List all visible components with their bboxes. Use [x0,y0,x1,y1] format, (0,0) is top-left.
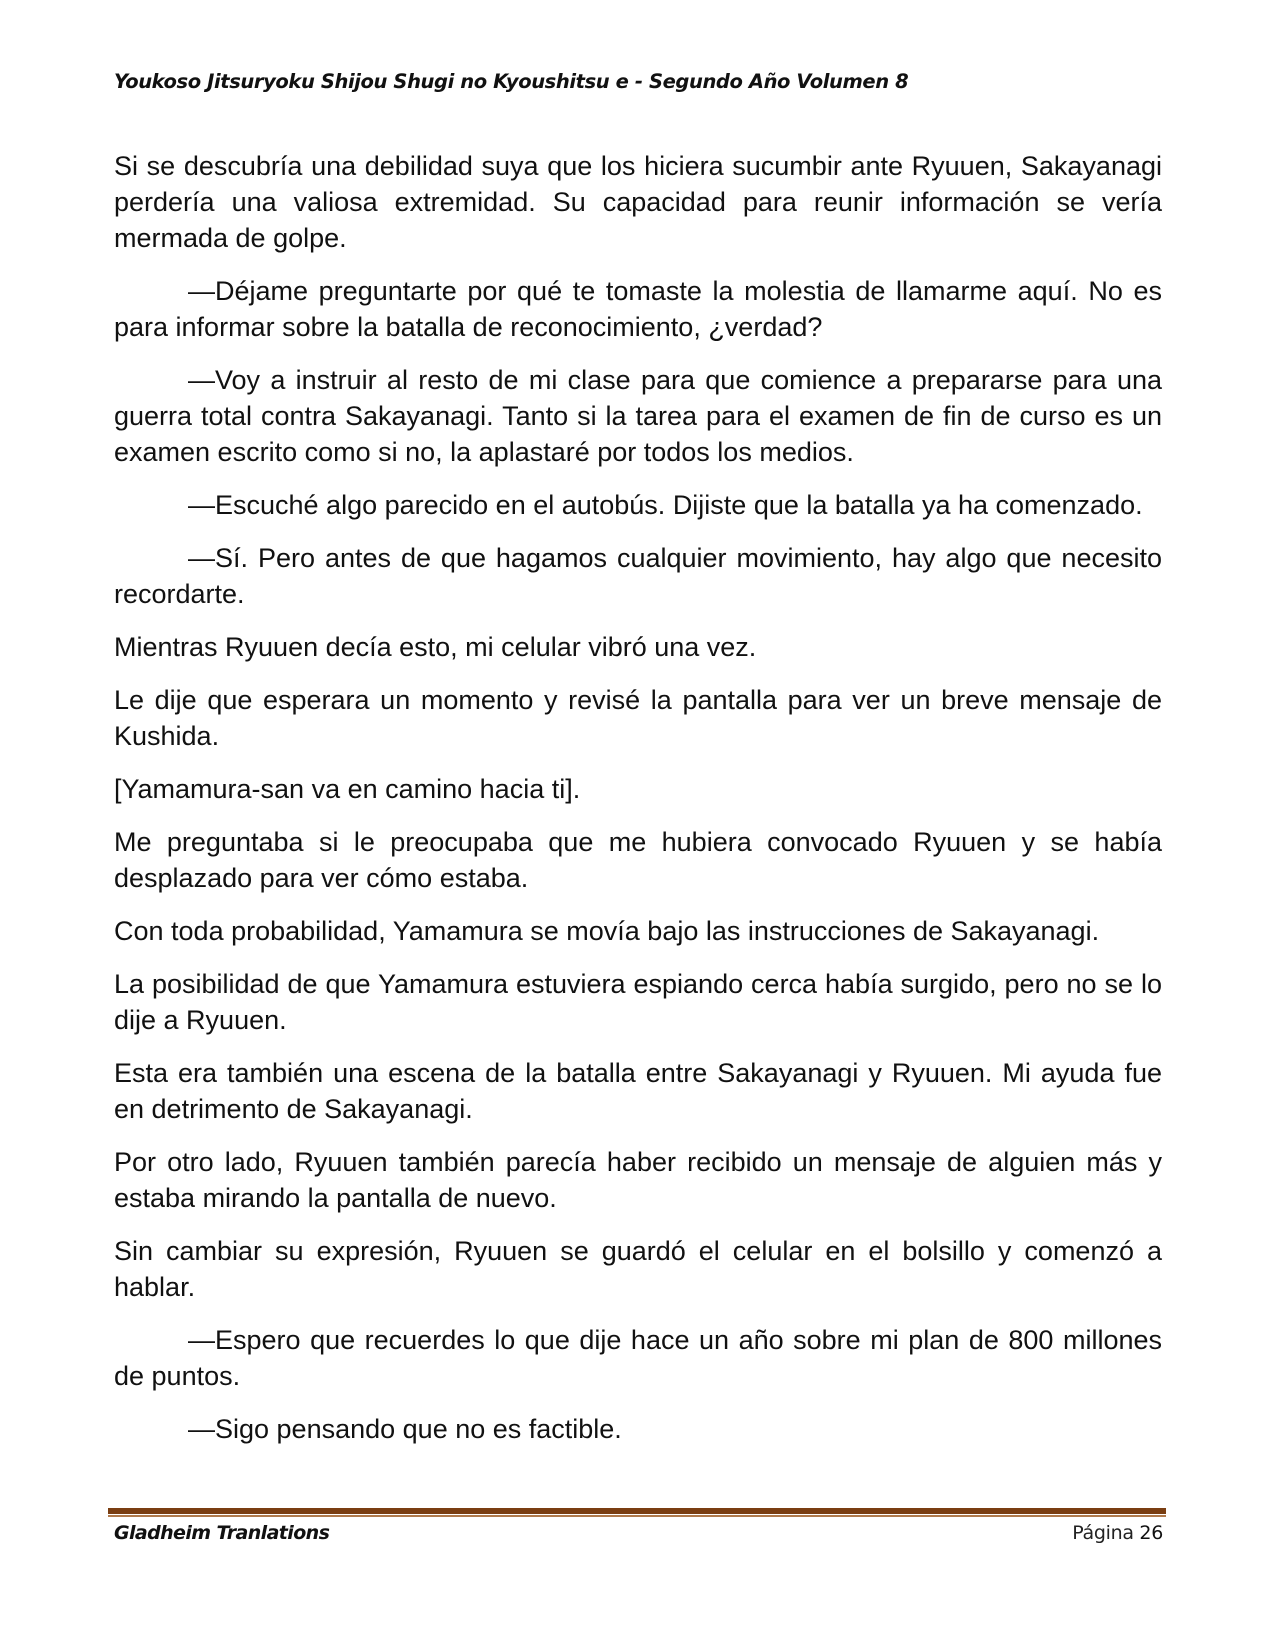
footer-divider-thin [108,1515,1166,1517]
paragraph: Esta era también una escena de la batalla entre Sakayanagi y Ryuuen. Mi ayuda fue en detrimento de Sakayanagi. [114,1058,1162,1124]
page-number-label [1072,1522,1163,1544]
paragraph: Le dije que esperara un momento y revisé la pantalla para ver un breve mensaje de Kushida. [114,685,1162,751]
dialog-paragraph: —Voy a instruir al resto de mi clase para que comience a prepararse para una guerra total contra Sakayanagi. Tanto si la tarea para el examen de fin de curso es un examen escrito como si no, la aplastaré por todos los medios. [114,365,1162,467]
footer-divider [108,1508,1166,1517]
dialog-paragraph: —Sí. Pero antes de que hagamos cualquier movimiento, hay algo que necesito recordarte. [114,543,1162,609]
paragraph: La posibilidad de que Yamamura estuviera espiando cerca había surgido, pero no se lo dije a Ryuuen. [114,969,1162,1035]
paragraph: [Yamamura-san va en camino hacia ti]. [114,774,581,804]
footer-credit: Gladheim Tranlations [114,1522,330,1544]
dialog-paragraph: —Sigo pensando que no es factible. [188,1414,622,1444]
paragraph: Sin cambiar su expresión, Ryuuen se guardó el celular en el bolsillo y comenzó a hablar. [114,1236,1162,1302]
paragraph: Me preguntaba si le preocupaba que me hubiera convocado Ryuuen y se había desplazado para ver cómo estaba. [114,827,1162,893]
paragraph: Por otro lado, Ryuuen también parecía haber recibido un mensaje de alguien más y estaba mirando la pantalla de nuevo. [114,1147,1162,1213]
dialog-paragraph: —Déjame preguntarte por qué te tomaste la molestia de llamarme aquí. No es para informar sobre la batalla de reconocimiento, ¿verdad? [114,276,1162,342]
page-number: 26 [1139,1522,1163,1544]
dialog-paragraph: —Escuché algo parecido en el autobús. Dijiste que la batalla ya ha comenzado. [188,490,1143,520]
page-label: Página [1072,1522,1134,1544]
running-header: Youkoso Jitsuryoku Shijou Shugi no Kyoushitsu e - Segundo Año Volumen 8 [114,70,909,93]
paragraph: Con toda probabilidad, Yamamura se movía bajo las instrucciones de Sakayanagi. [114,916,1100,946]
paragraph: Si se descubría una debilidad suya que los hiciera sucumbir ante Ryuuen, Sakayanagi perdería una valiosa extremidad. Su capacidad para reunir información se vería mermada de golpe. [114,151,1162,253]
paragraph: Mientras Ryuuen decía esto, mi celular vibró una vez. [114,632,757,662]
dialog-paragraph: —Espero que recuerdes lo que dije hace un año sobre mi plan de 800 millones de puntos. [114,1325,1162,1391]
page-body [114,148,1162,1464]
